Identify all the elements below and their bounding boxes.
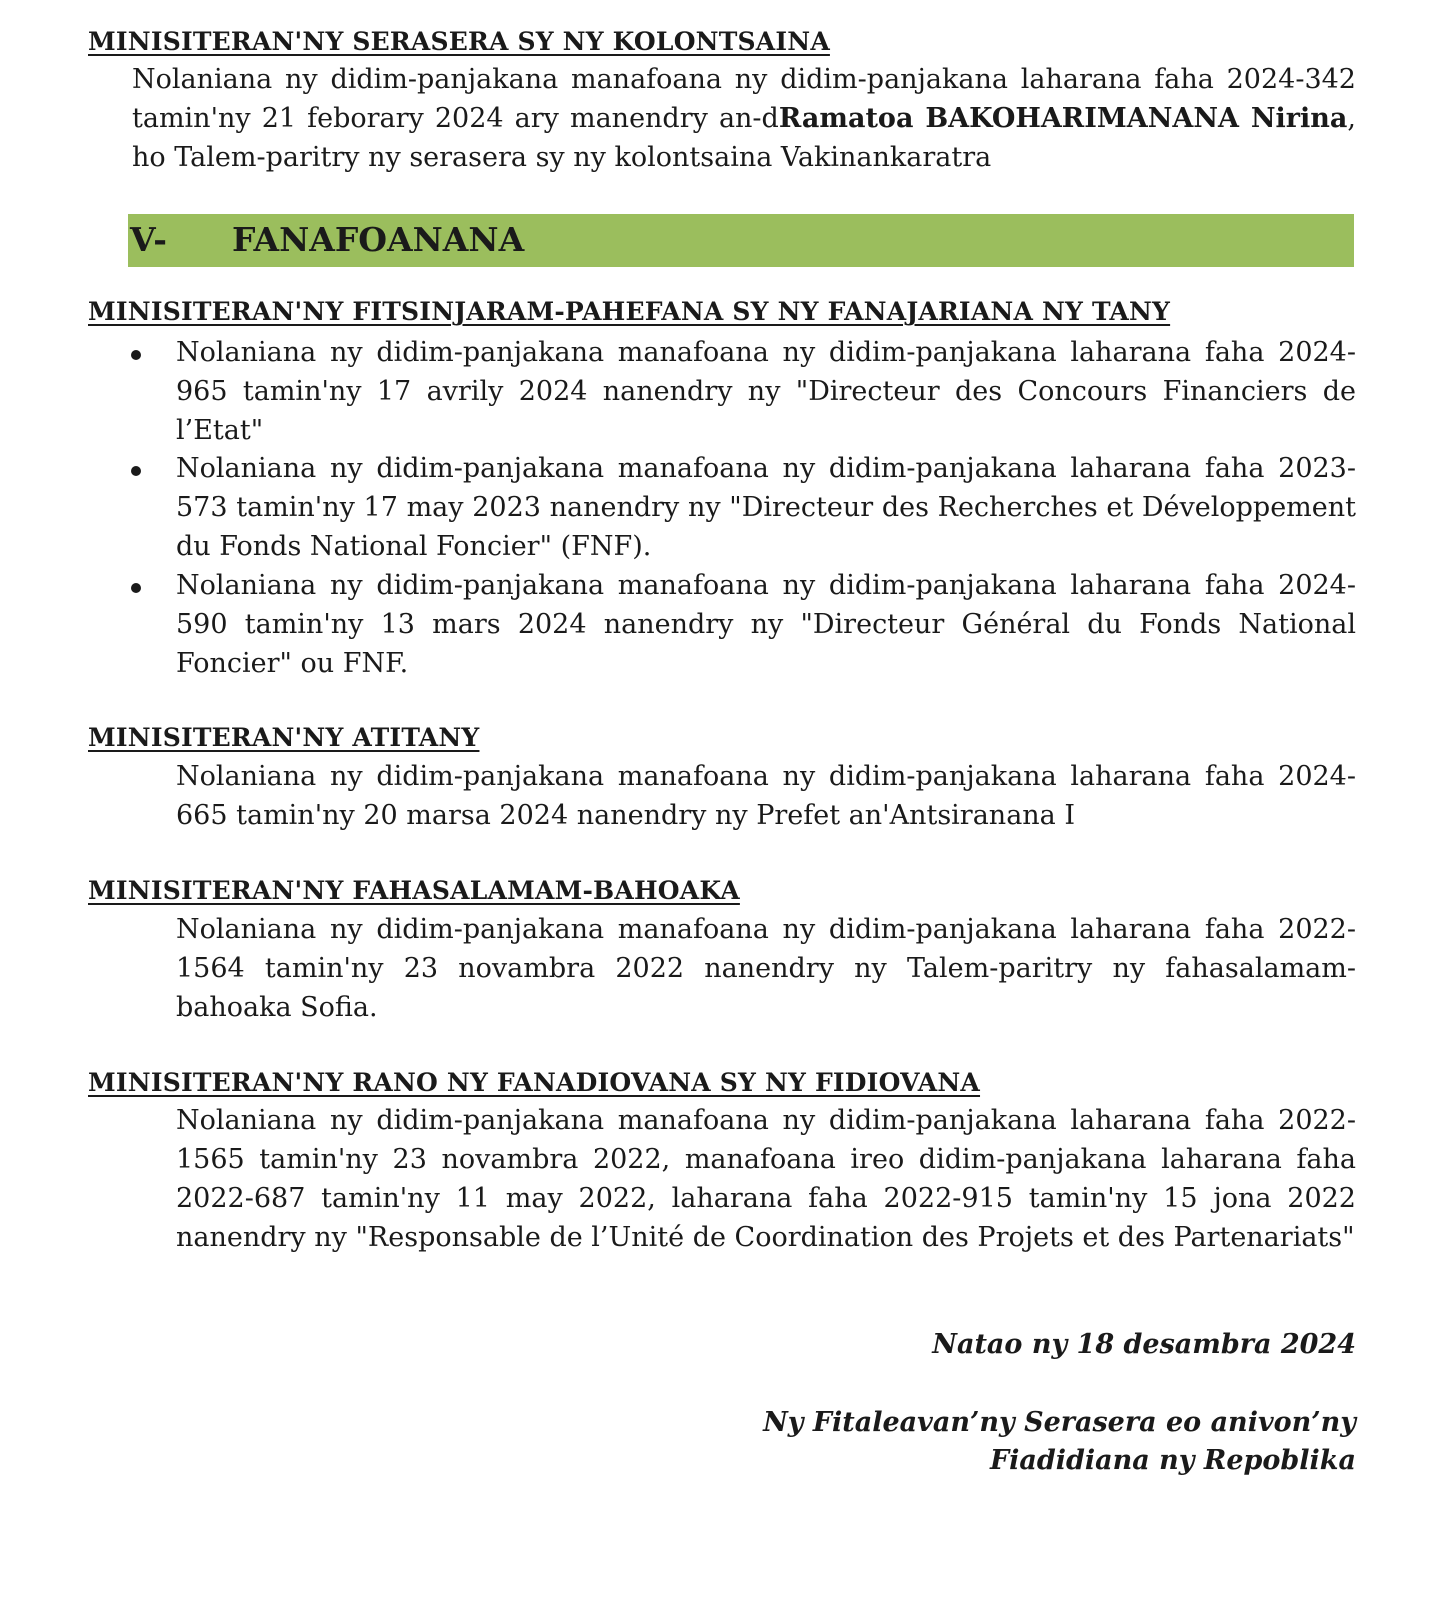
section-heading-serasera: MINISITERAN'NY SERASERA SY NY KOLONTSAINA [88,27,830,56]
bullet-icon [131,466,141,476]
document-date: Natao ny 18 desambra 2024 [932,1329,1356,1360]
section-heading-atitany: MINISITERAN'NY ATITANY [88,723,480,752]
signature-line-2: Fiadidiana ny Repoblika [989,1445,1356,1476]
bullet-icon [131,350,141,360]
section-band-fanafoanana [128,214,1354,267]
paragraph-name-bold: Ramatoa BAKOHARIMANANA Nirina [778,103,1348,134]
section-heading-fitsinjaram: MINISITERAN'NY FITSINJARAM-PAHEFANA SY NY FANAJARIANA NY TANY [88,297,1171,326]
section-title: FANAFOANANA [232,220,525,259]
paragraph-text-end: , ho Talem-paritry ny serasera sy ny kolontsaina Vakinankaratra [132,103,1356,173]
section-paragraph-fahasalamana: Nolaniana ny didim-panjakana manafoana ny didim-panjakana laharana faha 2022-1564 tamin'ny 23 novambra 2022 nanendry ny Talem-paritry ny fahasalamam-bahoaka Sofia. [176,914,1356,1023]
section-heading-fahasalamana: MINISITERAN'NY FAHASALAMAM-BAHOAKA [88,876,740,905]
list-item: Nolaniana ny didim-panjakana manafoana ny didim-panjakana laharana faha 2024-590 tamin'ny 13 mars 2024 nanendry ny "Directeur Général du Fonds National Foncier" ou FNF. [176,570,1356,679]
section-paragraph-atitany: Nolaniana ny didim-panjakana manafoana ny didim-panjakana laharana faha 2024-665 tamin'ny 20 marsa 2024 nanendry ny Prefet an'Antsiranana I [176,761,1356,831]
signature-line-1: Ny Fitaleavan’ny Serasera eo anivon’ny [763,1407,1356,1438]
paragraph-text: Nolaniana ny didim-panjakana manafoana ny didim-panjakana laharana faha 2024-342 tamin'ny 21 feborary 2024 ary manendry an-d [132,64,1356,134]
list-item: Nolaniana ny didim-panjakana manafoana ny didim-panjakana laharana faha 2023-573 tamin'ny 17 may 2023 nanendry ny "Directeur des Recherches et Développement du Fonds National Foncier" (FNF). [176,453,1356,562]
list-item: Nolaniana ny didim-panjakana manafoana ny didim-panjakana laharana faha 2024-965 tamin'ny 17 avrily 2024 nanendry ny "Directeur des Concours Financiers de l’Etat" [176,337,1356,446]
section-paragraph-rano: Nolaniana ny didim-panjakana manafoana ny didim-panjakana laharana faha 2022-1565 tamin'ny 23 novambra 2022, manafoana ireo didim-panjakana laharana faha 2022-687 tamin'ny 11 may 2022, laharana faha 2022-915 tamin'ny 15 jona 2022 nanendry ny "Responsable de l’Unité de Coordination des Projets et des Partenariats" [176,1105,1356,1253]
section-heading-rano: MINISITERAN'NY RANO NY FANADIOVANA SY NY FIDIOVANA [88,1068,981,1097]
section-paragraph-serasera [132,60,1356,177]
bullet-icon [131,583,141,593]
section-number: V- [130,220,167,259]
